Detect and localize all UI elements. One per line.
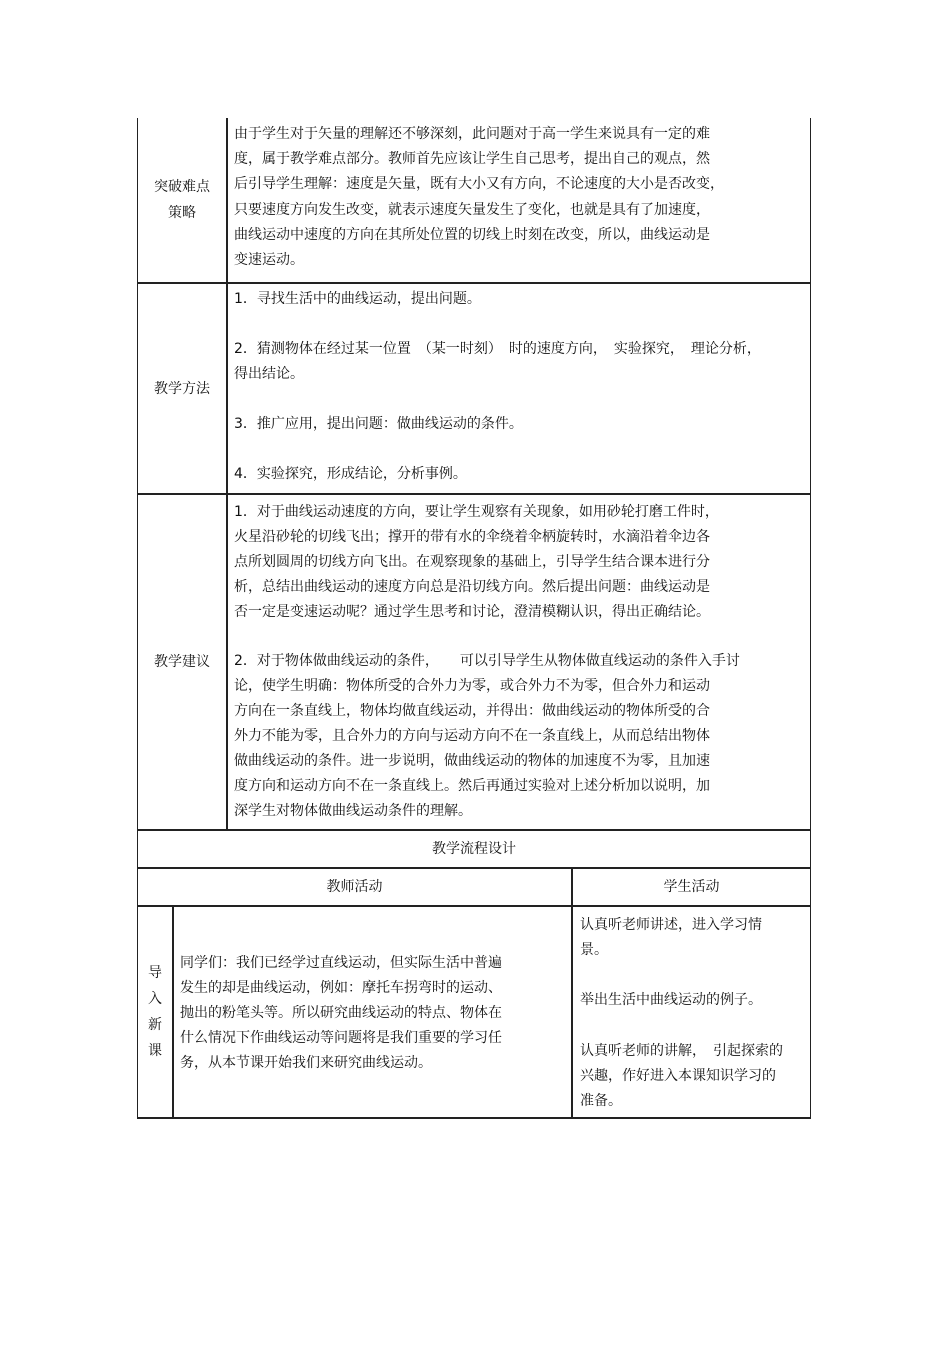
text-line: 发生的却是曲线运动，例如：摩托车拐弯时的运动、 xyxy=(180,980,502,996)
text-line: 火星沿砂轮的切线飞出；撑开的带有水的伞绕着伞柄旋转时，水滴沿着伞边各 xyxy=(234,529,710,545)
text-line: 1．寻找生活中的曲线运动，提出问题。 xyxy=(234,291,481,307)
lesson-plan-table xyxy=(137,118,811,1119)
text-line: 度方向和运动方向不在一条直线上。然后再通过实验对上述分析加以说明，加 xyxy=(234,778,710,794)
stage-label xyxy=(138,907,172,1117)
text-line: 外力不能为零，且合外力的方向与运动方向不在一条直线上，从而总结出物体 xyxy=(234,728,710,744)
text-line: 举出生活中曲线运动的例子。 xyxy=(580,992,762,1008)
text-line: 景。 xyxy=(580,942,608,958)
text-line: 1．对于曲线运动速度的方向，要让学生观察有关现象，如用砂轮打磨工件时， xyxy=(234,504,719,520)
column-divider xyxy=(226,118,228,282)
table-bottom-border xyxy=(137,1117,811,1119)
text-line: 兴趣，作好进入本课知识学习的 xyxy=(580,1068,776,1084)
strategy-label-line: 突破难点 xyxy=(154,179,210,195)
text-line: 得出结论。 xyxy=(234,366,304,382)
text-line: 什么情况下作曲线运动等问题将是我们重要的学习任 xyxy=(180,1030,502,1046)
method-content xyxy=(234,284,804,493)
advice-section xyxy=(137,495,811,829)
text-line: 4．实验探究，形成结论，分析事例。 xyxy=(234,466,467,482)
text-line: 抛出的粉笔头等。所以研究曲线运动的特点、物体在 xyxy=(180,1005,502,1021)
teacher-activity-content xyxy=(180,907,560,1117)
method-label: 教学方法 xyxy=(154,380,210,397)
text-line: 后引导学生理解：速度是矢量，既有大小又有方向，不论速度的大小是否改变， xyxy=(234,176,724,192)
teacher-activity-header: 教师活动 xyxy=(326,879,383,895)
strategy-label-line: 策略 xyxy=(168,205,196,221)
strategy-content xyxy=(234,118,804,282)
text-line: 方向在一条直线上，物体均做直线运动，并得出：做曲线运动的物体所受的合 xyxy=(234,703,710,719)
strategy-section xyxy=(137,118,811,282)
text-line: 变速运动。 xyxy=(234,252,304,268)
intro-section xyxy=(137,907,811,1117)
advice-content xyxy=(234,495,804,829)
text-line: 点所划圆周的切线方向飞出。在观察现象的基础上，引导学生结合课本进行分 xyxy=(234,554,710,570)
text-line: 同学们：我们已经学过直线运动，但实际生活中普遍 xyxy=(180,955,502,971)
text-line: 只要速度方向发生改变，就表示速度矢量发生了变化，也就是具有了加速度， xyxy=(234,202,710,218)
column-divider xyxy=(226,495,228,829)
student-activity-header: 学生活动 xyxy=(663,879,720,895)
stage-char: 导 xyxy=(148,965,162,981)
text-line: 曲线运动中速度的方向在其所处位置的切线上时刻在改变，所以，曲线运动是 xyxy=(234,227,710,243)
column-divider xyxy=(226,284,228,493)
flow-header-row xyxy=(137,869,811,905)
text-line: 做曲线运动的条件。进一步说明，做曲线运动的物体的加速度不为零，且加速 xyxy=(234,753,710,769)
flow-title: 教学流程设计 xyxy=(432,841,516,857)
advice-label: 教学建议 xyxy=(154,654,210,670)
text-line: 度，属于教学难点部分。教师首先应该让学生自己思考，提出自己的观点，然 xyxy=(234,151,710,167)
text-line: 析，总结出曲线运动的速度方向总是沿切线方向。然后提出问题：曲线运动是 xyxy=(234,579,710,595)
text-line: 准备。 xyxy=(580,1093,622,1109)
stage-char: 课 xyxy=(148,1043,162,1059)
student-activity-content xyxy=(580,907,806,1117)
column-divider xyxy=(571,907,573,1117)
stage-char: 新 xyxy=(148,1017,162,1033)
text-line: 2．猜测物体在经过某一位置 （某一时刻） 时的速度方向， 实验探究， 理论分析， xyxy=(234,341,761,357)
stage-char: 入 xyxy=(148,991,162,1007)
flow-title-row xyxy=(137,831,811,867)
text-line: 论，使学生明确：物体所受的合外力为零，或合外力不为零，但合外力和运动 xyxy=(234,678,710,694)
text-line: 认真听老师的讲解， 引起探索的 xyxy=(580,1043,783,1059)
text-line: 深学生对物体做曲线运动条件的理解。 xyxy=(234,803,472,819)
text-line: 2．对于物体做曲线运动的条件， 可以引导学生从物体做直线运动的条件入手讨 xyxy=(234,653,740,669)
text-line: 否一定是变速运动呢？通过学生思考和讨论，澄清模糊认识，得出正确结论。 xyxy=(234,604,710,620)
text-line: 由于学生对于矢量的理解还不够深刻，此问题对于高一学生来说具有一定的难 xyxy=(234,126,710,142)
column-divider xyxy=(172,907,174,1117)
text-line: 务，从本节课开始我们来研究曲线运动。 xyxy=(180,1055,432,1071)
strategy-label xyxy=(138,118,226,282)
text-line: 3．推广应用，提出问题：做曲线运动的条件。 xyxy=(234,416,523,432)
text-line: 认真听老师讲述，进入学习情 xyxy=(580,917,762,933)
method-section xyxy=(137,284,811,493)
